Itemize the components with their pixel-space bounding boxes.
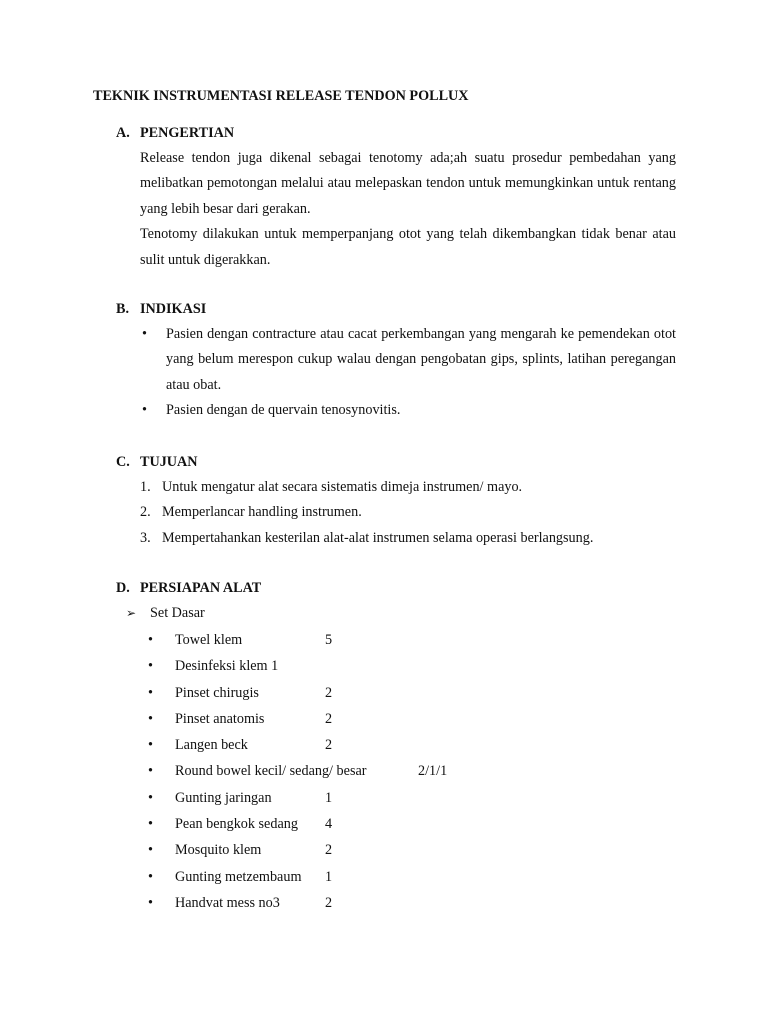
equipment-qty: 2/1/1 [418, 763, 448, 780]
item-number: 2. [140, 504, 151, 521]
section-pengertian [116, 121, 676, 273]
equipment-item [148, 786, 676, 812]
equipment-name: Pinset chirugis [175, 684, 259, 701]
paragraph: Release tendon juga dikenal sebagai tenotomy ada;ah suatu prosedur pembedahan yang melibatkan pemotongan melalui atau melepaskan tendon untuk memungkinkan untuk rentang yang lebih besar dari gerakan. [140, 150, 676, 217]
bullet-icon: • [148, 868, 153, 885]
equipment-qty: 2 [325, 737, 333, 754]
bullet-icon: • [148, 789, 153, 806]
list-item-text: Pasien dengan contracture atau cacat perkembangan yang mengarah ke pemendekan otot yang belum merespon cukup walau dengan pengobatan gips, splints, latihan peregangan atau obat. [166, 326, 676, 393]
item-text: Mempertahankan kesterilan alat-alat instrumen selama operasi berlangsung. [162, 529, 594, 546]
paragraph: Tenotomy dilakukan untuk memperpanjang otot yang telah dikembangkan tidak benar atau sulit untuk digerakkan. [140, 226, 676, 268]
list-item-text: Pasien dengan de quervain tenosynovitis. [166, 402, 401, 419]
list-item [142, 322, 676, 398]
equipment-qty: 2 [325, 684, 333, 701]
item-text: Untuk mengatur alat secara sistematis dimeja instrumen/ mayo. [162, 479, 523, 495]
document-title: TEKNIK INSTRUMENTASI RELEASE TENDON POLLUX [93, 88, 469, 104]
item-number: 1. [140, 479, 151, 495]
bullet-icon: • [148, 710, 153, 727]
list-item [142, 398, 676, 423]
bullet-icon: • [148, 842, 153, 859]
equipment-qty: 5 [325, 632, 333, 648]
bullet-icon: • [142, 402, 147, 419]
equipment-name: Mosquito klem [175, 842, 262, 859]
arrow-bullet-icon: ➢ [126, 606, 137, 620]
equipment-name: Pinset anatomis [175, 710, 265, 727]
bullet-icon: • [148, 737, 153, 754]
section-letter: D. [116, 580, 130, 596]
subsection-heading [126, 601, 676, 628]
equipment-name: Gunting jaringan [175, 789, 272, 806]
equipment-item [148, 812, 676, 838]
equipment-name: Langen beck [175, 737, 248, 754]
bullet-icon: • [148, 684, 153, 701]
subsection-title: Set Dasar [150, 605, 205, 621]
item-text: Memperlancar handling instrumen. [162, 504, 362, 521]
equipment-name: Round bowel kecil/ sedang/ besar [175, 763, 367, 780]
equipment-qty: 1 [325, 868, 333, 885]
equipment-item [148, 628, 676, 654]
section-letter: B. [116, 301, 130, 317]
section-tujuan [116, 450, 676, 551]
equipment-item [148, 838, 676, 864]
equipment-item [148, 654, 676, 680]
bullet-icon: • [148, 763, 153, 780]
equipment-name: Gunting metzembaum [175, 868, 302, 885]
equipment-item [148, 681, 676, 707]
section-persiapan-alat [116, 576, 676, 917]
section-heading [116, 450, 676, 475]
equipment-item [148, 891, 676, 917]
section-title: PERSIAPAN ALAT [140, 580, 262, 596]
equipment-item [148, 707, 676, 733]
equipment-name: Desinfeksi klem 1 [175, 658, 279, 675]
equipment-qty: 1 [325, 789, 333, 806]
section-letter: C. [116, 454, 130, 470]
equipment-qty: 2 [325, 894, 333, 911]
section-title: INDIKASI [140, 301, 207, 317]
bullet-icon: • [142, 326, 147, 342]
numbered-item [140, 475, 676, 500]
section-title: TUJUAN [140, 454, 198, 470]
equipment-qty: 2 [325, 842, 333, 859]
equipment-item [148, 865, 676, 891]
section-heading [116, 121, 676, 146]
section-heading [116, 576, 676, 601]
bullet-icon: • [148, 816, 153, 833]
equipment-item [148, 759, 676, 785]
section-heading [116, 297, 676, 322]
section-letter: A. [116, 125, 130, 141]
equipment-qty: 2 [325, 710, 333, 727]
numbered-item [140, 500, 676, 525]
equipment-item [148, 733, 676, 759]
equipment-qty: 4 [325, 816, 333, 833]
bullet-icon: • [148, 894, 153, 911]
section-body [140, 146, 676, 273]
section-title: PENGERTIAN [140, 125, 235, 141]
equipment-name: Towel klem [175, 632, 243, 648]
section-indikasi [116, 297, 676, 424]
bullet-icon: • [148, 658, 153, 675]
numbered-item [140, 526, 676, 551]
bullet-icon: • [148, 632, 153, 648]
equipment-name: Handvat mess no3 [175, 894, 280, 911]
equipment-name: Pean bengkok sedang [175, 816, 298, 833]
item-number: 3. [140, 529, 151, 546]
